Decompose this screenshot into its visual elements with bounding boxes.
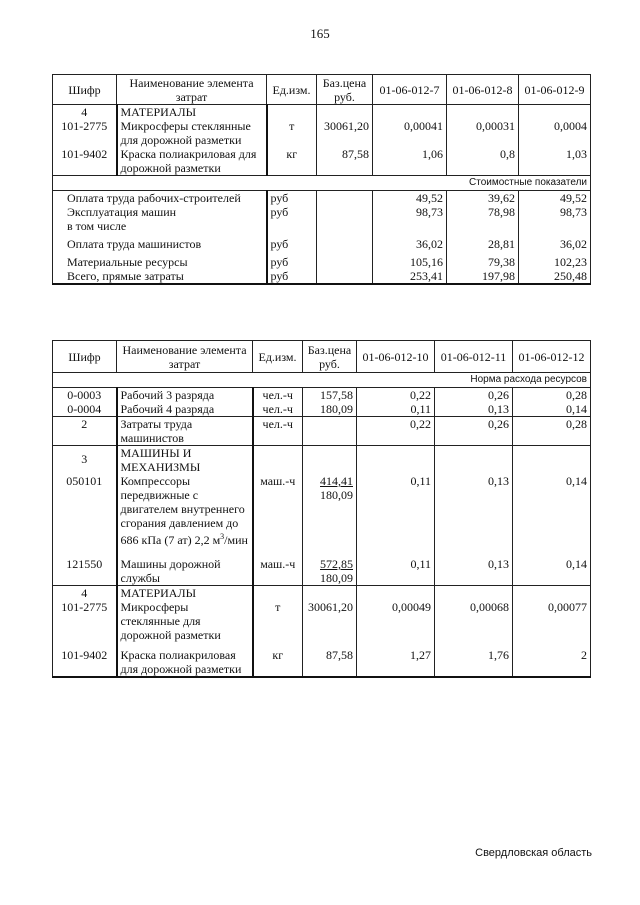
price-top: 414,41: [320, 474, 353, 488]
row-value-2: 0,13: [435, 474, 513, 547]
cost-value-3: [519, 219, 591, 233]
section-title: МАТЕРИАЛЫ: [117, 586, 253, 601]
table-row: [53, 547, 591, 586]
cost-row: [53, 191, 591, 206]
section-row: [53, 105, 591, 120]
row-value-3: 1,03: [519, 147, 591, 176]
row-value-3: 2: [513, 642, 591, 677]
cost-table-1: [52, 74, 591, 285]
row-price: 30061,20: [303, 600, 357, 642]
cost-value-2: [447, 219, 519, 233]
section-title: МАШИНЫ И МЕХАНИЗМЫ: [117, 446, 253, 475]
header-col-2: 01-06-012-8: [447, 75, 519, 105]
cost-value-3: 102,23: [519, 251, 591, 269]
cost-row: [53, 219, 591, 233]
norm-section-label: Норма расхода ресурсов: [53, 373, 591, 388]
row-unit: маш.-ч: [253, 547, 303, 586]
row-price: 87,58: [317, 147, 373, 176]
table-row: [53, 474, 591, 547]
row-price: 157,58: [303, 388, 357, 403]
cost-row: [53, 205, 591, 219]
cost-value-2: 197,98: [447, 269, 519, 284]
header-price: Баз.цена руб.: [303, 341, 357, 373]
header-col-1: 01-06-012-10: [357, 341, 435, 373]
cost-value-2: 78,98: [447, 205, 519, 219]
row-value-2: 0,13: [435, 402, 513, 417]
cost-section-label: Стоимостные показатели: [53, 176, 591, 191]
header-col-2: 01-06-012-11: [435, 341, 513, 373]
price-bottom: 180,09: [320, 488, 353, 502]
cost-unit: [267, 219, 317, 233]
header-name: Наименование элемента затрат: [117, 75, 267, 105]
cost-name: Оплата труда рабочих-строителей: [53, 191, 267, 206]
row-value-2: 0,13: [435, 547, 513, 586]
cost-value-1: 49,52: [373, 191, 447, 206]
norm-section-row: [53, 373, 591, 388]
row-name: Затраты труда машинистов: [117, 417, 253, 446]
row-unit: т: [267, 119, 317, 147]
cost-unit: руб: [267, 205, 317, 219]
section-code: 3: [53, 446, 117, 475]
cost-value-1: 105,16: [373, 251, 447, 269]
table-row: [53, 600, 591, 642]
row-name: Краска полиакриловая для дорожной разметки: [117, 642, 253, 677]
cost-value-3: 98,73: [519, 205, 591, 219]
header-unit: Ед.изм.: [253, 341, 303, 373]
cost-unit: руб: [267, 233, 317, 251]
cost-unit: руб: [267, 191, 317, 206]
row-price: [303, 474, 357, 547]
section-row: [53, 446, 591, 475]
row-code: 2: [53, 417, 117, 446]
row-value-3: 0,14: [513, 474, 591, 547]
row-value-2: 0,00031: [447, 119, 519, 147]
cost-name: Материальные ресурсы: [53, 251, 267, 269]
row-value-3: 0,14: [513, 402, 591, 417]
row-value-1: 0,11: [357, 474, 435, 547]
cost-value-2: 79,38: [447, 251, 519, 269]
cost-value-2: 39,62: [447, 191, 519, 206]
row-value-2: 1,76: [435, 642, 513, 677]
section-row: [53, 586, 591, 601]
row-name-tail: /мин: [224, 533, 248, 547]
row-name: Краска полиакриловая для дорожной разметки: [117, 147, 267, 176]
row-value-1: 1,06: [373, 147, 447, 176]
row-name-text: Машины дорожной службы: [120, 557, 221, 585]
page-number: 165: [310, 26, 330, 41]
row-value-2: 0,26: [435, 388, 513, 403]
cost-value-1: 253,41: [373, 269, 447, 284]
table-row: [53, 642, 591, 677]
row-code: 0-0004: [53, 402, 117, 417]
cost-name: Оплата труда машинистов: [53, 233, 267, 251]
row-price: [303, 417, 357, 446]
table-header-row: [53, 341, 591, 373]
section-code: 4: [53, 586, 117, 601]
row-value-1: 0,00041: [373, 119, 447, 147]
header-col-3: 01-06-012-9: [519, 75, 591, 105]
row-unit: маш.-ч: [253, 474, 303, 547]
row-code: 101-9402: [53, 642, 117, 677]
table-row: [53, 119, 591, 147]
row-value-2: 0,8: [447, 147, 519, 176]
cost-row: [53, 269, 591, 284]
row-value-2: 0,26: [435, 417, 513, 446]
row-value-3: 0,14: [513, 547, 591, 586]
row-value-1: 0,22: [357, 388, 435, 403]
footer-region: Свердловская область: [475, 847, 592, 859]
row-price: [303, 547, 357, 586]
row-code: 101-2775: [53, 119, 117, 147]
row-value-3: 0,28: [513, 417, 591, 446]
cost-section-row: [53, 176, 591, 191]
table-row: [53, 147, 591, 176]
row-name-text: Компрессоры передвижные с двигателем внутреннего сгорания давлением до 686 кПа (7 ат) 2,2 м: [120, 474, 245, 547]
cost-row: [53, 251, 591, 269]
row-value-1: 0,11: [357, 402, 435, 417]
cost-value-1: 36,02: [373, 233, 447, 251]
row-unit: т: [253, 600, 303, 642]
header-name: Наименование элемента затрат: [117, 341, 253, 373]
row-value-2: 0,00068: [435, 600, 513, 642]
row-code: 101-2775: [53, 600, 117, 642]
row-value-3: 0,28: [513, 388, 591, 403]
row-name: [117, 474, 253, 547]
row-value-1: 1,27: [357, 642, 435, 677]
cost-unit: руб: [267, 269, 317, 284]
table-row: [53, 402, 591, 417]
cost-value-1: [373, 219, 447, 233]
row-unit: кг: [267, 147, 317, 176]
row-value-3: 0,0004: [519, 119, 591, 147]
row-name: [117, 547, 253, 586]
row-price: 87,58: [303, 642, 357, 677]
cost-unit: руб: [267, 251, 317, 269]
cost-value-2: 28,81: [447, 233, 519, 251]
row-value-1: 0,00049: [357, 600, 435, 642]
table-row: [53, 388, 591, 403]
header-code: Шифр: [53, 75, 117, 105]
cost-value-1: 98,73: [373, 205, 447, 219]
cost-name: Всего, прямые затраты: [53, 269, 267, 284]
row-unit: кг: [253, 642, 303, 677]
row-name: Рабочий 4 разряда: [117, 402, 253, 417]
cost-value-3: 250,48: [519, 269, 591, 284]
cost-row: [53, 233, 591, 251]
header-price: Баз.цена руб.: [317, 75, 373, 105]
row-value-1: 0,11: [357, 547, 435, 586]
table-row: [53, 417, 591, 446]
row-price: 180,09: [303, 402, 357, 417]
header-code: Шифр: [53, 341, 117, 373]
row-name: Микросферы стеклянные для дорожной разметки: [117, 600, 253, 642]
row-name-sup: 3: [220, 532, 225, 541]
section-title: МАТЕРИАЛЫ: [117, 105, 267, 120]
header-col-3: 01-06-012-12: [513, 341, 591, 373]
price-bottom: 180,09: [320, 571, 353, 585]
section-code: 4: [53, 105, 117, 120]
row-name: Микросферы стеклянные для дорожной разметки: [117, 119, 267, 147]
row-code: 050101: [53, 474, 117, 547]
cost-value-3: 49,52: [519, 191, 591, 206]
row-code: 0-0003: [53, 388, 117, 403]
cost-table-2: [52, 340, 591, 678]
row-unit: чел.-ч: [253, 417, 303, 446]
price-top: 572,85: [320, 557, 353, 571]
row-unit: чел.-ч: [253, 402, 303, 417]
cost-name: Эксплуатация машин: [53, 205, 267, 219]
header-unit: Ед.изм.: [267, 75, 317, 105]
cost-value-3: 36,02: [519, 233, 591, 251]
row-code: 101-9402: [53, 147, 117, 176]
cost-name: в том числе: [53, 219, 267, 233]
row-name: Рабочий 3 разряда: [117, 388, 253, 403]
row-code: 121550: [53, 547, 117, 586]
header-col-1: 01-06-012-7: [373, 75, 447, 105]
row-price: 30061,20: [317, 119, 373, 147]
row-value-1: 0,22: [357, 417, 435, 446]
row-value-3: 0,00077: [513, 600, 591, 642]
row-unit: чел.-ч: [253, 388, 303, 403]
table-header-row: [53, 75, 591, 105]
